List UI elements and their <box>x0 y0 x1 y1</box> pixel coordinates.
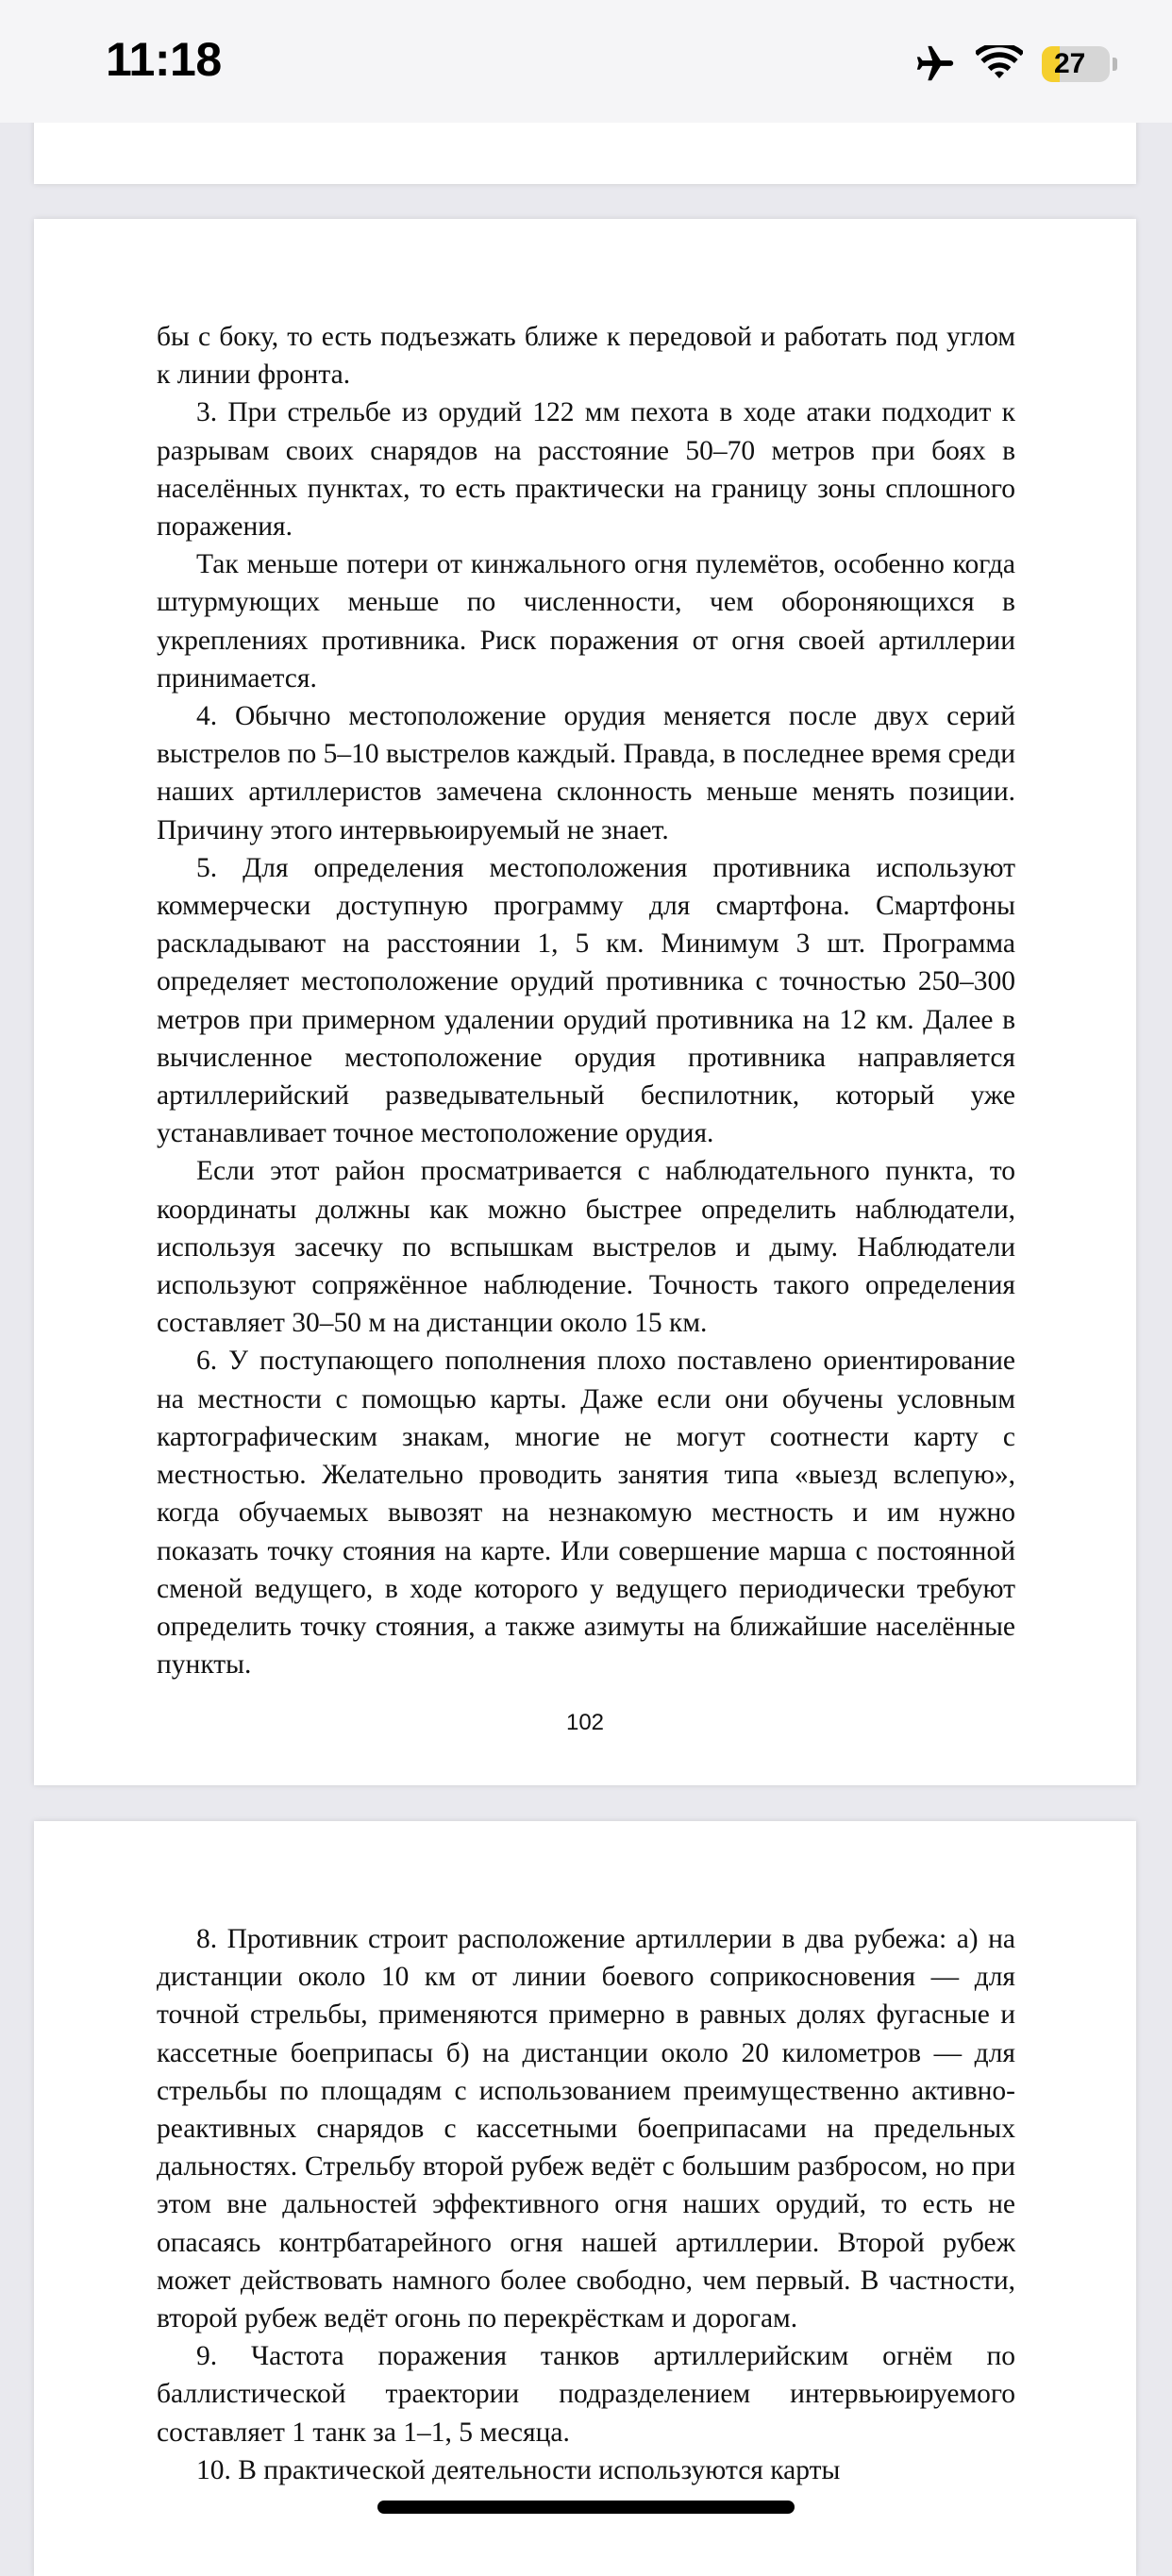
document-page-next[interactable] <box>34 1821 1136 2576</box>
paragraph: 3. При стрельбе из орудий 122 мм пехота в ходе атаки подходит к разрывам своих снарядов на расстояние 50–70 метров при боях в населённых пунктах, то есть практически на границу зоны сплошного поражения. <box>157 397 1015 543</box>
page-number: 102 <box>565 1710 605 1735</box>
page-102-text <box>157 318 1015 1683</box>
status-icons <box>913 38 1117 91</box>
paragraph: 8. Противник строит расположение артиллерии в два рубежа: а) на дистанции около 10 км от линии боевого соприкосновения — для точной стрельбы, применяются примерно в равных долях фугасные и кассетные боеприпасы б) на дистанции около 20 километров — для стрельбы по площадям с использованием преимущественно активно-реактивных снарядов с кассетными боеприпасами на предельных дальностях. Стрельбу второй рубеж ведёт с большим разбросом, но при этом вне дальностей эффективного огня наших орудий, то есть не опасаясь контрбатарейного огня нашей артиллерии. Второй рубеж может действовать намного более свободно, чем первый. В частности, второй рубеж ведёт огонь по перекрёсткам и дорогам. <box>157 1924 1015 2334</box>
paragraph: 6. У поступающего пополнения плохо поставлено ориентирование на местности с помощью карты. Даже если они обучены условным картографическим знакам, многие не могут соотнести карту с местностью. Желательно проводить занятия типа «выезд вслепую», когда обучаемых вывозят на незнакомую местность и им нужно показать точку стояния на карте. Или совершение марша с постоянной сменой ведущего, в ходе которого у ведущего периодически требуют определить точку стояния, а также азимуты на ближайшие населённые пункты. <box>157 1346 1015 1681</box>
paragraph: 5. Для определения местоположения противника используют коммерчески доступную программу для смартфона. Смартфоны раскладывают на расстоянии 1, 5 км. Минимум 3 шт. Программа определяет местоположение орудий противника с точностью 250–300 метров при примерном удалении орудий противника на 12 км. Далее в вычисленное местоположение орудия противника направляется артиллерийский разведывательный беспилотник, который уже устанавливает точное местоположение орудия. <box>157 852 1015 1149</box>
status-time: 11:18 <box>106 33 222 86</box>
page-next-text <box>157 1920 1015 2489</box>
wifi-icon <box>976 45 1023 83</box>
status-bar <box>0 0 1172 123</box>
paragraph: 10. В практической деятельности используются карты <box>196 2454 841 2485</box>
battery-indicator <box>1042 46 1110 82</box>
home-indicator[interactable] <box>377 2501 795 2514</box>
paragraph: бы с боку, то есть подъезжать ближе к передовой и работать под углом к линии фронта. <box>157 322 1015 391</box>
paragraph: 9. Частота поражения танков артиллерийским огнём по баллистической траектории подразделением интервьюируемого составляет 1 танк за 1–1, 5 месяца. <box>157 2341 1015 2448</box>
paragraph: Так меньше потери от кинжального огня пулемётов, особенно когда штурмующих меньше по численности, чем обороняющихся в укреплениях противника. Риск поражения от огня своей артиллерии принимается. <box>157 549 1015 694</box>
paragraph: Если этот район просматривается с наблюдательного пункта, то координаты должны как можно быстрее определить наблюдатели, используя засечку по вспышкам выстрелов и дыму. Наблюдатели используют сопряжённое наблюдение. Точность такого определения составляет 30–50 м на дистанции около 15 км. <box>157 1156 1015 1339</box>
battery-level: 27 <box>1054 48 1086 79</box>
document-page-102[interactable] <box>34 219 1136 1785</box>
airplane-mode-icon <box>913 42 957 86</box>
paragraph: 4. Обычно местоположение орудия меняется после двух серий выстрелов по 5–10 выстрелов каждый. Правда, в последнее время среди наших артиллеристов замечена склонность меньше менять позиции. Причину этого интервьюируемый не знает. <box>157 701 1015 845</box>
battery-tip <box>1113 58 1117 71</box>
battery-icon <box>1042 46 1117 82</box>
